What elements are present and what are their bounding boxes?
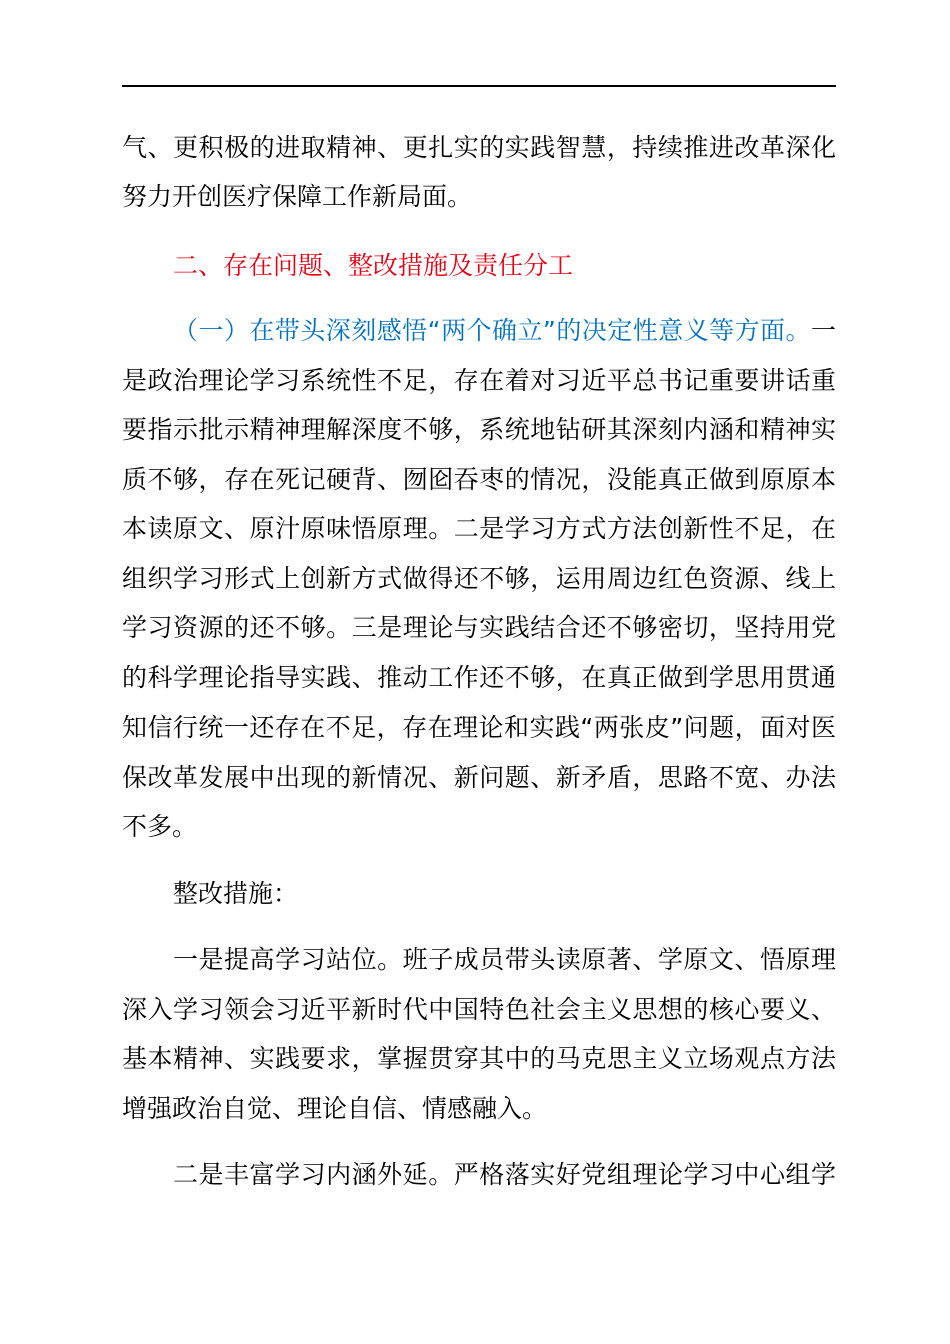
paragraph-line: 深入学习领会习近平新时代中国特色社会主义思想的核心要义、 [122, 995, 836, 1024]
paragraph-line: 的科学理论指导实践、推动工作还不够，在真正做到学思用贯通 [122, 663, 836, 692]
paragraph-line: 不多。 [122, 812, 198, 841]
paragraph-text: 一 [810, 316, 836, 345]
paragraph-line: 知信行统一还存在不足，存在理论和实践“两张皮”问题，面对医 [122, 713, 836, 742]
paragraph-line: 质不够，存在死记硬背、囫囵吞枣的情况，没能真正做到原原本 [122, 465, 836, 494]
paragraph-line: 是政治理论学习系统性不足，存在着对习近平总书记重要讲话重 [122, 366, 836, 395]
subsection-heading-line [173, 315, 836, 347]
measures-label: 整改措施： [173, 879, 299, 908]
paragraph-line: 基本精神、实践要求，掌握贯穿其中的马克思主义立场观点方法 [122, 1044, 836, 1073]
paragraph-line: 二是丰富学习内涵外延。严格落实好党组理论学习中心组学 [173, 1160, 836, 1189]
paragraph-line: 学习资源的还不够。三是理论与实践结合还不够密切，坚持用党 [122, 613, 836, 642]
paragraph-line: 要指示批示精神理解深度不够，系统地钻研其深刻内涵和精神实 [122, 415, 836, 444]
paragraph-line: 一是提高学习站位。班子成员带头读原著、学原文、悟原理 [173, 945, 836, 974]
paragraph-line: 气、更积极的进取精神、更扎实的实践智慧，持续推进改革深化 [122, 133, 836, 162]
paragraph-line: 努力开创医疗保障工作新局面。 [122, 182, 473, 211]
paragraph-line: 本读原文、原汁原味悟原理。二是学习方式方法创新性不足，在 [122, 514, 836, 543]
subsection-heading: （一）在带头深刻感悟“两个确立”的决定性意义等方面。 [173, 316, 811, 345]
paragraph-line: 组织学习形式上创新方式做得还不够，运用周边红色资源、线上 [122, 564, 836, 593]
section-heading: 二、存在问题、整改措施及责任分工 [173, 251, 574, 280]
paragraph-line: 增强政治自觉、理论自信、情感融入。 [122, 1094, 548, 1123]
paragraph-line: 保改革发展中出现的新情况、新问题、新矛盾，思路不宽、办法 [122, 763, 836, 792]
header-rule [122, 85, 836, 87]
